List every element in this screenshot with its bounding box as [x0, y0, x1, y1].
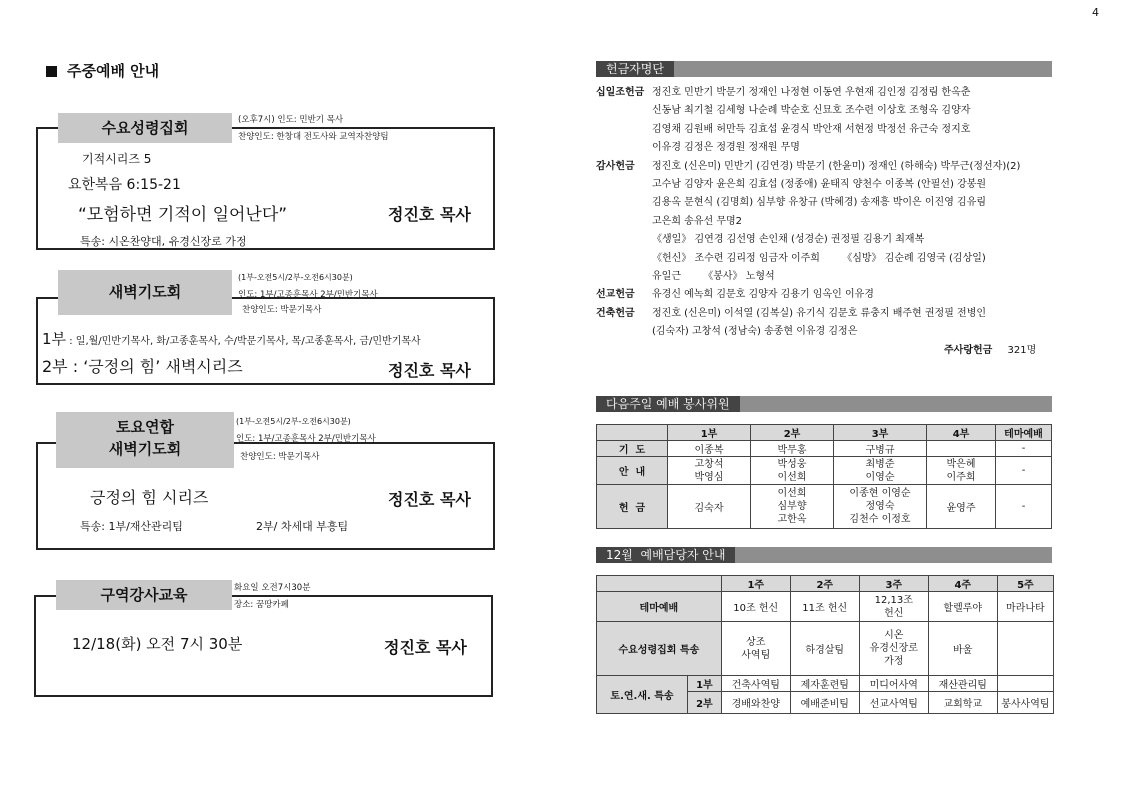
saturday-tag — [56, 412, 234, 468]
row-label: 수요성령집회 특송 — [597, 622, 722, 676]
offering-names: 《생일》 김연경 김선영 손인채 (성경순) 권정필 김용기 최재복 — [652, 234, 925, 246]
table-cell: 바울 — [928, 622, 997, 676]
offering-names: 고수남 김양자 윤은희 김효섭 (정종애) 윤태직 양천수 이종복 (안필선) 강봉원 — [652, 179, 987, 191]
table-cell: 미디어사역 — [859, 676, 928, 692]
wednesday-scripture: 요한복음 6:15-21 — [68, 177, 181, 193]
row-sublabel: 1부 — [688, 676, 722, 692]
row-sublabel: 2부 — [688, 692, 722, 714]
december-title-bar — [596, 547, 1052, 563]
offering-row — [596, 102, 1020, 120]
table-header — [597, 576, 722, 592]
dawn-line1-label: 1부 — [42, 330, 67, 348]
wednesday-info1: (오후7시) 인도: 민반기 목사 — [238, 115, 344, 125]
table-row — [597, 485, 1052, 529]
row-label: 기 도 — [597, 441, 668, 457]
saturday-info3: 찬양인도: 박문기목사 — [240, 452, 320, 462]
offering-row — [596, 268, 1020, 286]
saturday-info1: (1부-오전5시/2부-오전6시30분) — [236, 417, 351, 426]
saturday-info2: 인도: 1부/고종훈목사 2부/민반기목사 — [236, 434, 376, 444]
saturday-series: 긍정의 힘 시리즈 — [90, 488, 209, 507]
wednesday-sermon: “모험하면 기적이 일어난다” — [78, 205, 288, 225]
december-table — [596, 575, 1054, 714]
saturday-tag-line2: 새벽기도회 — [108, 440, 182, 458]
table-cell: 선교사역팀 — [859, 692, 928, 714]
row-label: 헌 금 — [597, 485, 668, 529]
offering-names: 신동남 최기철 김세형 나순례 박순호 신묘호 조수련 이상호 조형옥 김양자 — [652, 105, 971, 117]
offering-names: 정진호 (신은미) 이석열 (김복실) 유기식 김문호 류충지 배주현 권정필 전병인 — [652, 307, 987, 319]
table-cell: 건축사역팀 — [721, 676, 790, 692]
offering-names: 이유경 김정은 정경원 정재원 무명 — [652, 142, 800, 154]
table-header: 테마예배 — [996, 425, 1052, 441]
volunteers-title: 다음주일 예배 봉사위원 — [596, 396, 740, 412]
volunteers-table — [596, 424, 1052, 529]
saturday-pastor: 정진호 목사 — [388, 490, 471, 509]
offering-category — [596, 176, 652, 194]
table-cell: 경배와찬양 — [721, 692, 790, 714]
table-cell: - — [996, 457, 1052, 485]
row-label: 테마예배 — [597, 592, 722, 622]
table-cell: 이종현 이영순 정영숙 김천수 이정호 — [834, 485, 927, 529]
table-cell: 제자훈련팀 — [790, 676, 859, 692]
table-cell: 구병규 — [834, 441, 927, 457]
table-row — [597, 441, 1052, 457]
offering-category — [596, 102, 652, 120]
table-cell: 시온 유경신장로 가정 — [859, 622, 928, 676]
dawn-info3: 찬양인도: 박문기목사 — [242, 305, 322, 315]
offering-row — [596, 158, 1020, 176]
dawn-pastor: 정진호 목사 — [388, 361, 471, 380]
table-cell: 재산관리팀 — [928, 676, 997, 692]
table-cell: - — [996, 441, 1052, 457]
table-header — [597, 425, 668, 441]
table-cell: 교회학교 — [928, 692, 997, 714]
offering-names: (김숙자) 고창석 (정남숙) 송종현 이유경 김정은 — [652, 326, 858, 338]
offering-category: 십일조헌금 — [596, 87, 645, 98]
table-cell — [997, 622, 1053, 676]
offering-row — [596, 305, 1020, 323]
district-datetime: 12/18(화) 오전 7시 30분 — [72, 635, 243, 653]
district-tag: 구역강사교육 — [56, 580, 232, 610]
dawn-info2: 인도: 1부/고종훈목사 2부/민반기목사 — [238, 290, 378, 300]
table-cell: 예배준비팀 — [790, 692, 859, 714]
wednesday-special: 특송: 시온찬양대, 유경신장로 가정 — [80, 235, 247, 248]
table-header: 5주 — [997, 576, 1053, 592]
offering-title-bar — [596, 61, 1052, 77]
row-label: 토.연.새. 특송 — [597, 676, 688, 714]
offering-row — [596, 250, 1020, 268]
table-header-row — [597, 425, 1052, 441]
table-header: 1주 — [721, 576, 790, 592]
wednesday-series: 기적시리즈 5 — [82, 152, 152, 166]
volunteers-title-bar — [596, 396, 1052, 412]
offering-category — [596, 121, 652, 139]
offering-category: 건축헌금 — [596, 307, 635, 319]
offering-category — [596, 194, 652, 212]
table-cell: 상조 사역팀 — [721, 622, 790, 676]
table-row — [597, 457, 1052, 485]
sunday-offering — [944, 341, 1036, 356]
table-header: 3부 — [834, 425, 927, 441]
table-cell: 박은혜 이주희 — [927, 457, 996, 485]
offering-names: 정진호 민반기 박문기 정재인 나정현 이동연 우현재 김인정 김정림 한옥춘 — [652, 87, 971, 98]
dawn-line1 — [42, 328, 421, 349]
offering-row — [596, 84, 1020, 102]
offering-row — [596, 286, 1020, 304]
saturday-special1: 특송: 1부/재산관리팀 — [80, 520, 183, 533]
offering-names: 김영채 김원배 허만득 김효섭 윤경식 박안재 서현정 박정선 유근숙 정지호 — [652, 123, 971, 135]
table-header: 2부 — [751, 425, 834, 441]
table-header: 3주 — [859, 576, 928, 592]
district-info2: 장소: 꿈땅카페 — [234, 600, 289, 610]
wednesday-info2: 찬양인도: 한창대 전도사와 교역자찬양팀 — [238, 132, 389, 142]
table-cell — [997, 676, 1053, 692]
table-cell: 김숙자 — [668, 485, 751, 529]
offering-names: 김용옥 문현식 (김명희) 심부향 유창규 (박혜경) 송재흥 박이은 이진영 김유림 — [652, 197, 987, 209]
section-title — [46, 60, 159, 81]
table-cell: 이선희 심부향 고한옥 — [751, 485, 834, 529]
offering-category — [596, 250, 652, 268]
december-title: 12월 예배담당자 안내 — [596, 547, 735, 563]
section-title-text: 주중예배 안내 — [67, 62, 160, 80]
table-cell: 10조 헌신 — [721, 592, 790, 622]
offering-names: 정진호 (신은미) 민반기 (김연경) 박문기 (한윤미) 정재인 (하해숙) 박무근(정선자)(2) — [652, 160, 1021, 172]
table-cell: 박성웅 이선희 — [751, 457, 834, 485]
table-cell: 11조 헌신 — [790, 592, 859, 622]
offering-names: 《헌신》 조수련 김리정 임금자 이주희 《심방》 김순례 김영국 (김상일) — [652, 252, 986, 264]
square-bullet-icon — [46, 66, 57, 77]
offering-row — [596, 176, 1020, 194]
table-cell: 할렐루야 — [928, 592, 997, 622]
table-cell: 최병준 이영순 — [834, 457, 927, 485]
table-header: 4주 — [928, 576, 997, 592]
offering-row — [596, 139, 1020, 157]
table-header: 4부 — [927, 425, 996, 441]
table-cell: 마라나타 — [997, 592, 1053, 622]
dawn-line2: 2부 : ‘긍정의 힘’ 새벽시리즈 — [42, 357, 243, 376]
table-row — [597, 622, 1054, 676]
offering-category — [596, 213, 652, 231]
table-row — [597, 592, 1054, 622]
offering-category — [596, 139, 652, 157]
sunday-offering-count: 321명 — [1007, 345, 1037, 356]
table-cell: 봉사사역팀 — [997, 692, 1053, 714]
wednesday-pastor: 정진호 목사 — [388, 205, 471, 224]
district-pastor: 정진호 목사 — [384, 638, 467, 657]
saturday-tag-line1: 토요연합 — [116, 418, 174, 436]
saturday-special2: 2부/ 차세대 부흥팀 — [256, 520, 349, 533]
table-cell: 하경살팀 — [790, 622, 859, 676]
offering-category — [596, 231, 652, 249]
offering-category: 감사헌금 — [596, 160, 635, 172]
table-cell: 고창석 박영심 — [668, 457, 751, 485]
dawn-line1-text: : 일,월/민반기목사, 화/고종훈목사, 수/박문기목사, 목/고종훈목사, 금/민반기목사 — [69, 336, 421, 347]
table-cell: 12,13조 헌신 — [859, 592, 928, 622]
offering-row — [596, 213, 1020, 231]
offering-category — [596, 323, 652, 341]
sunday-offering-label: 주사랑헌금 — [944, 345, 993, 356]
table-cell: 박무홍 — [751, 441, 834, 457]
dawn-tag: 새벽기도회 — [58, 270, 232, 315]
table-header: 1부 — [668, 425, 751, 441]
offering-names: 고은희 송유선 무명2 — [652, 215, 742, 227]
offering-category: 선교헌금 — [596, 289, 635, 301]
offering-row — [596, 323, 1020, 341]
dawn-info1: (1부-오전5시/2부-오전6시30분) — [238, 273, 353, 282]
offering-names: 유경신 예녹희 김문호 김양자 김용기 임옥인 이유경 — [652, 289, 874, 301]
row-label: 안 내 — [597, 457, 668, 485]
offering-row — [596, 194, 1020, 212]
offering-row — [596, 121, 1020, 139]
table-cell: 윤영주 — [927, 485, 996, 529]
offering-row — [596, 231, 1020, 249]
wednesday-tag: 수요성령집회 — [58, 113, 232, 143]
table-cell — [927, 441, 996, 457]
offering-category — [596, 268, 652, 286]
table-cell: 이종복 — [668, 441, 751, 457]
page-number: 4 — [1092, 6, 1099, 19]
table-header: 2주 — [790, 576, 859, 592]
offering-names: 유일근 《봉사》 노형석 — [652, 271, 775, 283]
table-cell: - — [996, 485, 1052, 529]
table-header-row — [597, 576, 1054, 592]
district-info1: 화요일 오전7시30분 — [234, 583, 311, 593]
offering-list — [596, 84, 1020, 342]
offering-title: 헌금자명단 — [596, 61, 674, 77]
table-row — [597, 676, 1054, 692]
